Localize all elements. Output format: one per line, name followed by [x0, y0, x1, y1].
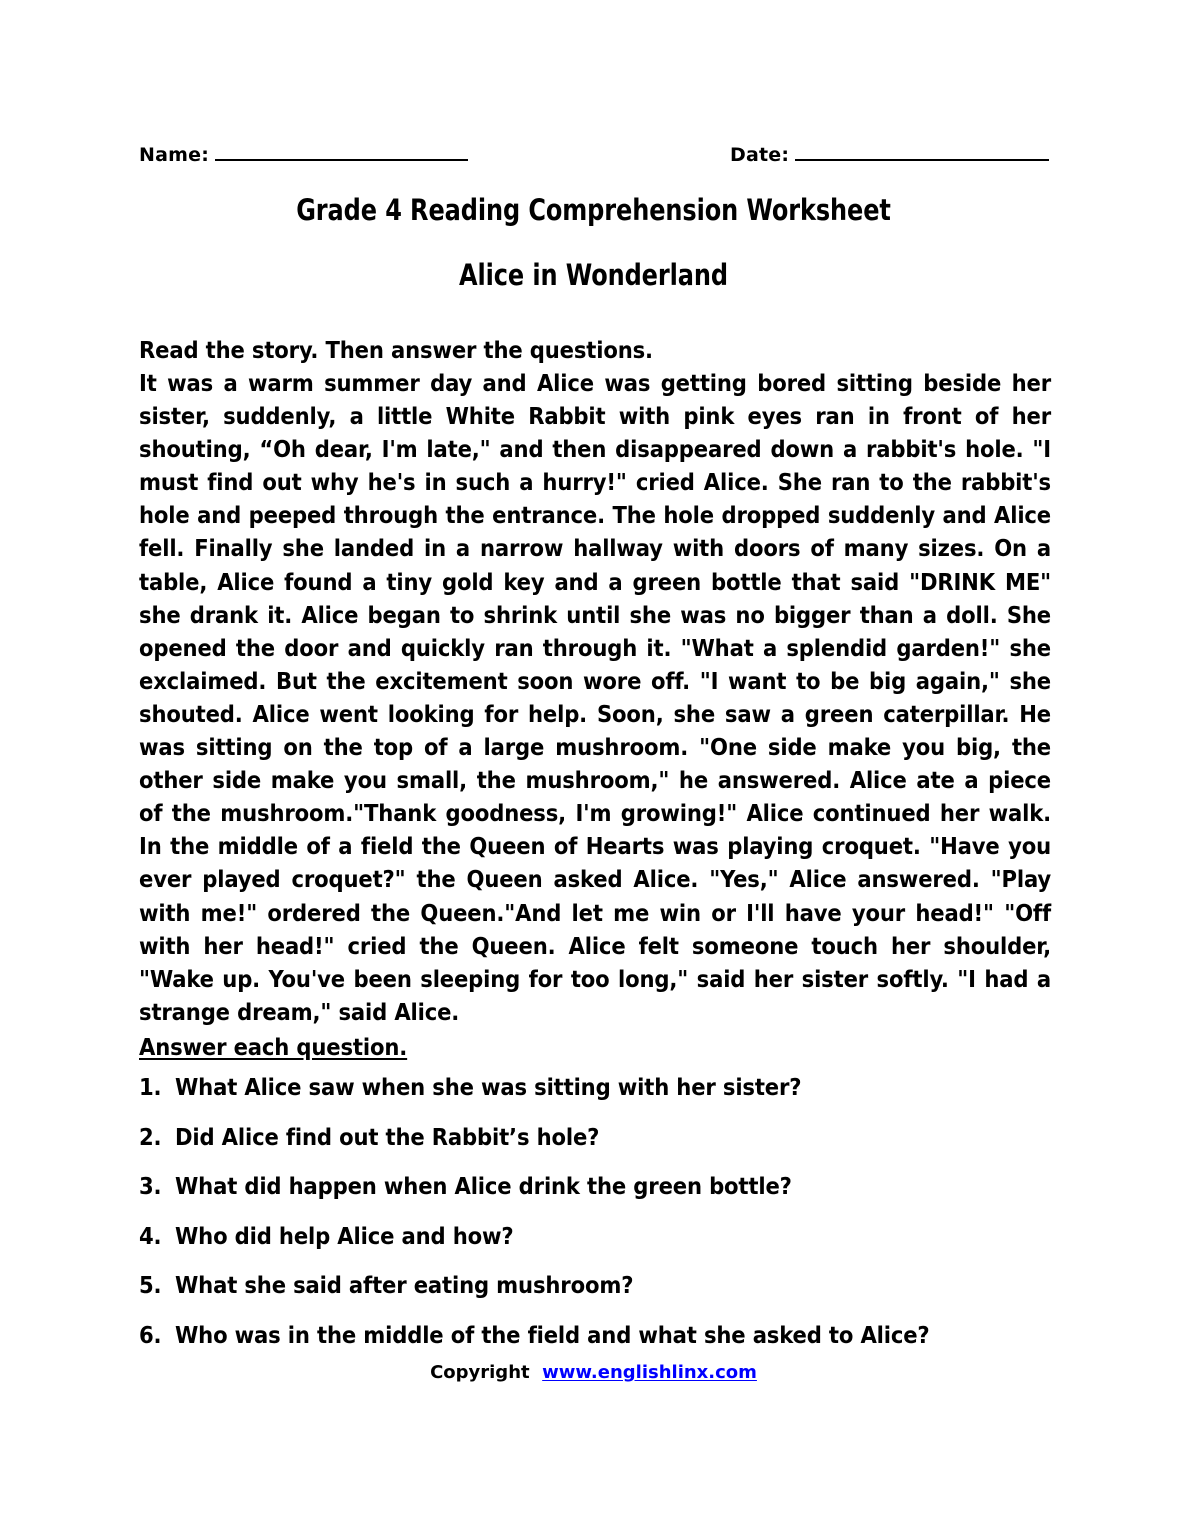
englishlinx-link[interactable]: www.englishlinx.com [542, 1362, 757, 1383]
question-number: 2. [139, 1122, 162, 1151]
name-input-blank[interactable] [215, 142, 468, 161]
question-number: 6. [139, 1320, 162, 1349]
story-passage: It was a warm summer day and Alice was getting bored sitting beside her sister, suddenly, a little White Rabbit with pink eyes ran in front of her shouting, “Oh dear, I'm late," and then disappeared down a rabbit's hole. "I must find out why he's in such a hurry!" cried Alice. She ran to the rabbit's hole and peeped through the entrance. The hole dropped suddenly and Alice fell. Finally she landed in a narrow hallway with doors of many sizes. On a table, Alice found a tiny gold key and a green bottle that said "DRINK ME" she drank it. Alice began to shrink until she was no bigger than a doll. She opened the door and quickly ran through it. "What a splendid garden!" she exclaimed. But the excitement soon wore off. "I want to be big again," she shouted. Alice went looking for help. Soon, she saw a green caterpillar. He was sitting on the top of a large mushroom. "One side make you big, the other side make you small, the mushroom," he answered. Alice ate a piece of the mushroom."Thank goodness, I'm growing!" Alice continued her walk. In the middle of a field the Queen of Hearts was playing croquet. "Have you ever played croquet?" the Queen asked Alice. "Yes," Alice answered. "Play with me!" ordered the Queen."And let me win or I'll have your head!" "Off with her head!" cried the Queen. Alice felt someone touch her shoulder, "Wake up. You've been sleeping for too long," said her sister softly. "I had a strange dream," said Alice. [139, 369, 1051, 1026]
name-label: Name: [139, 144, 210, 166]
footer [0, 1362, 1187, 1383]
date-field-group [730, 142, 1049, 166]
questions-heading: Answer each question. [139, 1033, 408, 1061]
story-section [139, 334, 1051, 1029]
copyright-label: Copyright [430, 1362, 530, 1383]
question-number: 5. [139, 1271, 162, 1299]
question-item [139, 1321, 1051, 1350]
questions-section [139, 1032, 1051, 1370]
date-input-blank[interactable] [795, 142, 1049, 161]
question-number: 3. [139, 1172, 162, 1200]
question-item [139, 1271, 1051, 1300]
date-label: Date: [730, 144, 790, 166]
question-text: What she said after eating mushroom? [175, 1271, 634, 1299]
story-instruction: Read the story. Then answer the questions. [139, 336, 653, 364]
name-field-group [139, 142, 468, 166]
question-text: Who did help Alice and how? [175, 1221, 514, 1250]
name-date-row [139, 142, 1048, 172]
question-text: What did happen when Alice drink the green bottle? [175, 1172, 792, 1200]
question-number: 1. [139, 1073, 162, 1101]
questions-list [139, 1073, 1051, 1350]
worksheet-title: Grade 4 Reading Comprehension Worksheet [296, 193, 891, 227]
question-number: 4. [139, 1221, 162, 1250]
question-item [139, 1172, 1051, 1201]
question-text: Who was in the middle of the field and what she asked to Alice? [175, 1320, 930, 1349]
question-item [139, 1123, 1051, 1152]
question-item [139, 1073, 1051, 1102]
question-item [139, 1222, 1051, 1251]
worksheet-subtitle: Alice in Wonderland [459, 258, 728, 292]
question-text: Did Alice find out the Rabbit’s hole? [175, 1122, 600, 1151]
question-text: What Alice saw when she was sitting with her sister? [175, 1073, 802, 1101]
